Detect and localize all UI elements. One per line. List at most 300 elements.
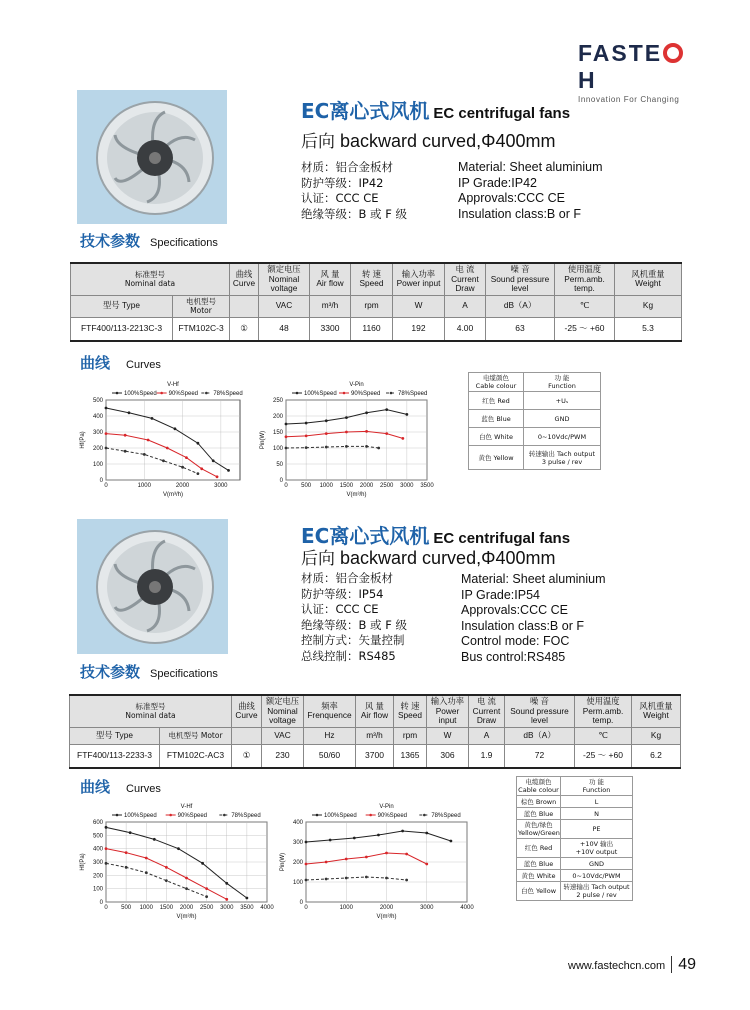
- cable-colour-cell: 蓝色 Blue: [517, 858, 561, 870]
- cable-row: [469, 410, 601, 428]
- spec-table-2: [69, 694, 681, 769]
- cable-row: [517, 808, 633, 820]
- cable-colour-cell: 蓝色 Blue: [517, 808, 561, 820]
- data-point: [365, 876, 368, 879]
- data-point: [105, 447, 108, 450]
- data-point: [105, 826, 108, 829]
- value-cell: 192: [393, 317, 445, 341]
- attr-line: Control mode: FOC: [461, 634, 570, 648]
- col-weight: 风机重量 Weight: [632, 695, 681, 727]
- unit-cell: W: [427, 727, 469, 744]
- curves-heading-1: 曲线 Curves: [80, 354, 161, 372]
- y-tick-label: 0: [279, 478, 283, 484]
- data-point: [325, 446, 328, 449]
- y-tick-label: 400: [292, 820, 303, 826]
- data-point: [325, 419, 328, 422]
- y-tick-label: 0: [299, 900, 303, 906]
- y-tick-label: 50: [276, 462, 283, 468]
- value-cell: -25 ～ +60: [555, 317, 615, 341]
- data-point: [405, 879, 408, 882]
- value-cell: FTF400/113-2233-3: [70, 744, 160, 768]
- cable-function-cell: GND: [524, 410, 601, 428]
- cable-function-cell: L: [561, 796, 633, 808]
- unit-cell: A: [469, 727, 505, 744]
- data-point: [401, 437, 404, 440]
- y-tick-label: 400: [92, 414, 103, 420]
- brand-ring-icon: [663, 43, 683, 63]
- legend-marker: [205, 392, 208, 395]
- data-point: [225, 898, 228, 901]
- x-tick-label: 1000: [139, 905, 153, 911]
- data-point: [185, 877, 188, 880]
- y-tick-label: 300: [92, 860, 103, 866]
- product-title-2: EC离心式风机 EC centrifugal fans: [301, 524, 571, 548]
- data-point: [425, 863, 428, 866]
- unit-cell: VAC: [259, 295, 310, 317]
- x-tick-label: 0: [304, 905, 308, 911]
- data-point: [385, 432, 388, 435]
- unit-cell: Kg: [615, 295, 682, 317]
- x-tick-label: 1000: [137, 483, 151, 489]
- type-label: 型号 Type: [71, 295, 173, 317]
- cable-colour-cell: 白色 Yellow: [517, 882, 561, 901]
- cable-function-cell: 0~10Vdc/PWM: [524, 428, 601, 446]
- cable-table-1: [468, 372, 601, 470]
- x-tick-label: 1500: [159, 905, 174, 911]
- data-point: [196, 442, 199, 445]
- attr-line: Approvals:CCC CE: [461, 603, 568, 617]
- cable-function-cell: PE: [561, 820, 633, 839]
- data-point: [125, 851, 128, 854]
- data-point: [105, 407, 108, 410]
- y-tick-label: 400: [92, 846, 103, 853]
- x-tick-label: 1500: [339, 483, 354, 489]
- x-tick-label: 3000: [420, 905, 434, 911]
- value-cell: FTF400/113-2213C-3: [71, 317, 173, 341]
- data-point: [212, 459, 215, 462]
- data-point: [124, 434, 127, 437]
- col-voltage: 额定电压 Nominal voltage: [262, 695, 304, 727]
- x-axis-label: V(m³/h): [176, 914, 197, 920]
- y-axis-label: Hf(Pa): [80, 853, 86, 871]
- col-airflow: 风 量 Air flow: [310, 263, 351, 295]
- x-tick-label: 3000: [214, 483, 228, 489]
- attr-line: 控制方式：矢量控制: [301, 633, 405, 647]
- value-cell: 306: [427, 744, 469, 768]
- cable-colour-cell: 电缆颜色 Cable colour: [469, 373, 524, 392]
- data-point: [285, 447, 288, 450]
- data-point: [365, 856, 368, 859]
- plot-frame: [286, 400, 427, 480]
- data-point: [162, 459, 165, 462]
- col-curve: 曲线 Curve: [232, 695, 262, 727]
- data-point: [305, 841, 308, 844]
- cable-row: [517, 796, 633, 808]
- attrs-en-1: [458, 160, 603, 222]
- data-point: [125, 866, 128, 869]
- legend-label: 100%Speed: [304, 391, 337, 397]
- x-tick-label: 2000: [179, 905, 194, 911]
- chart-title: V-Pin: [349, 382, 364, 388]
- cable-header-row: [469, 373, 601, 392]
- data-point: [305, 446, 308, 449]
- legend-marker: [160, 392, 163, 395]
- attr-line: 认证：CCC CE: [301, 602, 379, 616]
- data-point: [345, 877, 348, 880]
- motor-label: 电机型号 Motor: [160, 727, 232, 744]
- col-weight: 风机重量 Weight: [615, 263, 682, 295]
- cable-function-cell: 转速输出 Tach output 2 pulse / rev: [561, 882, 633, 901]
- motor-label: 电机型号 Motor: [173, 295, 230, 317]
- data-point: [325, 861, 328, 864]
- cable-table-2: [516, 776, 633, 901]
- chart-svg: [78, 378, 246, 498]
- data-point: [401, 830, 404, 833]
- cable-colour-cell: 红色 Red: [469, 392, 524, 410]
- legend-marker: [423, 814, 426, 817]
- attr-line: 绝缘等级：B 或 F 级: [301, 617, 407, 632]
- cable-function-cell: 转速输出 Tach output 3 pulse / rev: [524, 446, 601, 470]
- col-sound: 噪 音 Sound pressure level: [486, 263, 555, 295]
- cable-row: [517, 820, 633, 839]
- legend-marker: [223, 814, 226, 817]
- value-cell: 72: [505, 744, 575, 768]
- fan-photo-1: [77, 90, 227, 224]
- y-tick-label: 250: [272, 398, 283, 404]
- brand-tagline: Innovation For Changing: [578, 95, 680, 104]
- cable-row: [469, 392, 601, 410]
- value-cell: 3700: [356, 744, 394, 768]
- type-label: 型号 Type: [70, 727, 160, 744]
- legend-label: 90%Speed: [177, 813, 208, 819]
- data-point: [450, 840, 453, 843]
- x-axis-label: V(m³/h): [163, 492, 183, 498]
- footer-url: www.fastechcn.com: [568, 960, 666, 972]
- x-tick-label: 3000: [220, 905, 234, 911]
- data-point: [205, 895, 208, 898]
- y-axis-label: Pin(W): [260, 430, 266, 450]
- data-point: [345, 431, 348, 434]
- data-point: [365, 430, 368, 433]
- data-point: [166, 447, 169, 450]
- legend-marker: [116, 392, 119, 395]
- cable-function-cell: +10V 输出 +10V output: [561, 839, 633, 858]
- data-point: [325, 432, 328, 435]
- unit-cell: ℃: [555, 295, 615, 317]
- cable-function-cell: 0~10Vdc/PWM: [561, 870, 633, 882]
- data-point: [285, 423, 288, 426]
- data-point: [385, 852, 388, 855]
- attr-line: 总线控制：RS485: [301, 648, 396, 663]
- value-cell: 6.2: [632, 744, 681, 768]
- legend-marker: [169, 814, 172, 817]
- product-subtitle-2: 后向 backward curved,Φ400mm: [301, 548, 556, 569]
- data-point: [353, 837, 356, 840]
- data-point: [365, 445, 368, 448]
- attr-line: Bus control:RS485: [461, 649, 566, 664]
- data-point: [105, 862, 108, 865]
- unit-cell: rpm: [394, 727, 427, 744]
- col-curve: 曲线 Curve: [230, 263, 259, 295]
- y-tick-label: 100: [272, 446, 283, 452]
- data-point: [377, 834, 380, 837]
- data-point: [385, 408, 388, 411]
- chart-v-pin-2: [278, 800, 473, 920]
- cable-colour-cell: 红色 Red: [517, 839, 561, 858]
- value-cell: FTM102C-AC3: [160, 744, 232, 768]
- y-tick-label: 200: [292, 860, 303, 866]
- unit-cell: [230, 295, 259, 317]
- x-tick-label: 2000: [175, 483, 190, 489]
- value-cell: 230: [262, 744, 304, 768]
- y-tick-label: 150: [272, 430, 283, 436]
- legend-marker: [316, 814, 319, 817]
- col-speed: 转 速 Speed: [351, 263, 393, 295]
- data-point: [345, 858, 348, 861]
- attr-line: Material: Sheet aluminium: [461, 572, 606, 586]
- data-point: [143, 453, 146, 456]
- cable-row: [469, 446, 601, 470]
- cable-function-cell: 功 能 Function: [561, 777, 633, 796]
- x-tick-label: 2000: [359, 483, 374, 489]
- x-axis-label: V(m³/h): [376, 914, 397, 920]
- data-point: [305, 434, 308, 437]
- attr-line: Material: Sheet aluminium: [458, 160, 603, 174]
- product-subtitle-1: 后向 backward curved,Φ400mm: [301, 131, 556, 152]
- fan-photo-2: [77, 519, 228, 654]
- data-point: [405, 853, 408, 856]
- y-tick-label: 600: [92, 820, 103, 826]
- data-point: [181, 466, 184, 469]
- y-tick-label: 500: [92, 833, 103, 840]
- chart-svg: [78, 800, 273, 920]
- legend-label: 90%Speed: [168, 391, 199, 397]
- unit-cell: A: [445, 295, 486, 317]
- data-point: [185, 887, 188, 890]
- value-cell: 48: [259, 317, 310, 341]
- col-power: 输入功率 Power input: [393, 263, 445, 295]
- value-cell: 1365: [394, 744, 427, 768]
- x-tick-label: 3500: [420, 483, 434, 489]
- cable-colour-cell: 白色 White: [469, 428, 524, 446]
- cable-row: [517, 870, 633, 882]
- cable-function-cell: GND: [561, 858, 633, 870]
- legend-label: 78%Speed: [213, 391, 243, 397]
- data-point: [105, 847, 108, 850]
- x-tick-label: 4000: [460, 905, 474, 911]
- chart-title: V-Hf: [167, 382, 179, 388]
- unit-cell: Kg: [632, 727, 681, 744]
- x-tick-label: 4000: [260, 905, 274, 911]
- data-point: [305, 879, 308, 882]
- x-tick-label: 500: [301, 483, 312, 489]
- col-temp: 使用温度 Perm.amb. temp.: [575, 695, 632, 727]
- data-point: [305, 422, 308, 425]
- y-tick-label: 100: [92, 462, 103, 468]
- brand-name: FASTEH: [578, 40, 698, 94]
- legend-marker: [390, 392, 393, 395]
- y-tick-label: 500: [92, 398, 103, 404]
- data-point: [345, 416, 348, 419]
- cable-colour-cell: 棕色 Brown: [517, 796, 561, 808]
- data-point: [377, 447, 380, 450]
- value-cell: 1.9: [469, 744, 505, 768]
- col-current: 电 流 Current Draw: [445, 263, 486, 295]
- nominal-header: 标准型号 Nominal data: [71, 263, 230, 295]
- cable-colour-cell: 黄色 White: [517, 870, 561, 882]
- data-point: [245, 897, 248, 900]
- unit-cell: [232, 727, 262, 744]
- spec-heading-1: 技术参数 Specifications: [80, 232, 218, 250]
- x-tick-label: 3500: [240, 905, 254, 911]
- x-tick-label: 1000: [319, 483, 333, 489]
- legend-marker: [296, 392, 299, 395]
- data-point: [128, 411, 131, 414]
- chart-svg: [258, 378, 433, 498]
- attr-line: 认证：CCC CE: [301, 191, 379, 205]
- chart-title: V-Pin: [379, 804, 394, 810]
- cable-row: [517, 858, 633, 870]
- cable-colour-cell: 电缆颜色 Cable colour: [518, 778, 559, 794]
- data-point: [329, 839, 332, 842]
- spec-heading-2: 技术参数 Specifications: [80, 663, 218, 681]
- unit-cell: dB（A）: [505, 727, 575, 744]
- legend-label: 100%Speed: [324, 813, 357, 819]
- data-point: [200, 467, 203, 470]
- y-tick-label: 0: [99, 900, 103, 906]
- data-point: [153, 838, 156, 841]
- value-cell: ①: [232, 744, 262, 768]
- legend-label: 78%Speed: [431, 813, 461, 819]
- unit-cell: dB（A）: [486, 295, 555, 317]
- data-point: [227, 469, 230, 472]
- x-tick-label: 3000: [400, 483, 414, 489]
- cable-function-cell: N: [561, 808, 633, 820]
- x-tick-label: 0: [104, 483, 108, 489]
- unit-cell: Hz: [304, 727, 356, 744]
- attrs-cn-1: [301, 160, 407, 222]
- cable-row: [517, 882, 633, 901]
- legend-label: 100%Speed: [124, 813, 157, 819]
- x-tick-label: 0: [104, 905, 108, 911]
- data-point: [345, 445, 348, 448]
- x-tick-label: 0: [284, 483, 288, 489]
- unit-cell: VAC: [262, 727, 304, 744]
- col-airflow: 风 量 Air flow: [356, 695, 394, 727]
- unit-cell: rpm: [351, 295, 393, 317]
- data-point: [185, 456, 188, 459]
- y-tick-label: 200: [92, 873, 103, 880]
- attr-line: 材质：铝合金板材: [301, 160, 393, 174]
- attr-line: IP Grade:IP42: [458, 175, 537, 190]
- cable-colour-cell: 黄色 Yellow: [469, 446, 524, 470]
- attr-line: Insulation class:B or F: [461, 618, 584, 633]
- data-point: [285, 435, 288, 438]
- data-point: [124, 450, 127, 453]
- spec-table-1: [70, 262, 682, 342]
- attr-line: 绝缘等级：B 或 F 级: [301, 206, 407, 221]
- value-cell: 1160: [351, 317, 393, 341]
- col-speed: 转 速 Speed: [394, 695, 427, 727]
- x-tick-label: 1000: [339, 905, 353, 911]
- x-tick-label: 2000: [379, 905, 394, 911]
- cable-row: [517, 839, 633, 858]
- value-cell: 63: [486, 317, 555, 341]
- y-axis-label: Pin(W): [280, 852, 286, 872]
- nominal-header: 标准型号 Nominal data: [70, 695, 232, 727]
- unit-cell: m³/h: [356, 727, 394, 744]
- attr-line: Insulation class:B or F: [458, 206, 581, 221]
- legend-label: 90%Speed: [351, 391, 381, 397]
- y-tick-label: 200: [92, 446, 103, 452]
- attrs-cn-2: [301, 571, 407, 664]
- legend-marker: [343, 392, 346, 395]
- value-cell: FTM102C-3: [173, 317, 230, 341]
- curves-heading-2: 曲线 Curves: [80, 778, 161, 796]
- cable-colour-cell: 蓝色 Blue: [469, 410, 524, 428]
- data-point: [205, 887, 208, 890]
- data-point: [425, 832, 428, 835]
- value-cell: 5.3: [615, 317, 682, 341]
- unit-cell: m³/h: [310, 295, 351, 317]
- value-cell: 50/60: [304, 744, 356, 768]
- chart-v-hf-1: [78, 378, 246, 498]
- data-point: [305, 863, 308, 866]
- data-point: [216, 475, 219, 478]
- x-axis-label: V(m³/h): [346, 492, 367, 498]
- data-point: [147, 439, 150, 442]
- data-point: [201, 862, 204, 865]
- data-point: [105, 432, 108, 435]
- legend-label: 100%Speed: [124, 391, 157, 397]
- page-number: 49: [671, 956, 696, 973]
- data-point: [151, 417, 154, 420]
- cable-row: [469, 428, 601, 446]
- data-point: [174, 427, 177, 430]
- y-tick-label: 100: [292, 880, 303, 886]
- data-point: [177, 847, 180, 850]
- attr-line: 防护等级：IP54: [301, 586, 384, 601]
- y-tick-label: 300: [292, 840, 303, 846]
- legend-marker: [116, 814, 119, 817]
- col-voltage: 额定电压 Nominal voltage: [259, 263, 310, 295]
- chart-title: V-Hf: [180, 804, 193, 810]
- data-point: [325, 878, 328, 881]
- data-point: [145, 871, 148, 874]
- y-axis-label: Hf(Pa): [80, 431, 86, 449]
- chart-v-pin-1: [258, 378, 433, 498]
- attr-line: 材质：铝合金板材: [301, 571, 393, 585]
- cable-function-cell: +Uₛ: [524, 392, 601, 410]
- col-power: 输入功率 Power input: [427, 695, 469, 727]
- y-tick-label: 200: [272, 414, 283, 420]
- product-title-1: EC离心式风机 EC centrifugal fans: [301, 99, 571, 123]
- data-point: [365, 411, 368, 414]
- attr-line: IP Grade:IP54: [461, 587, 540, 602]
- unit-cell: W: [393, 295, 445, 317]
- value-cell: -25 ～ +60: [575, 744, 632, 768]
- data-point: [196, 472, 199, 475]
- cable-function-cell: 功 能 Function: [524, 373, 601, 392]
- y-tick-label: 300: [92, 430, 103, 436]
- value-cell: 4.00: [445, 317, 486, 341]
- legend-label: 90%Speed: [377, 813, 408, 819]
- brand-logo: [578, 40, 698, 104]
- x-tick-label: 2500: [380, 483, 394, 489]
- data-point: [165, 879, 168, 882]
- legend-marker: [369, 814, 372, 817]
- chart-svg: [278, 800, 473, 920]
